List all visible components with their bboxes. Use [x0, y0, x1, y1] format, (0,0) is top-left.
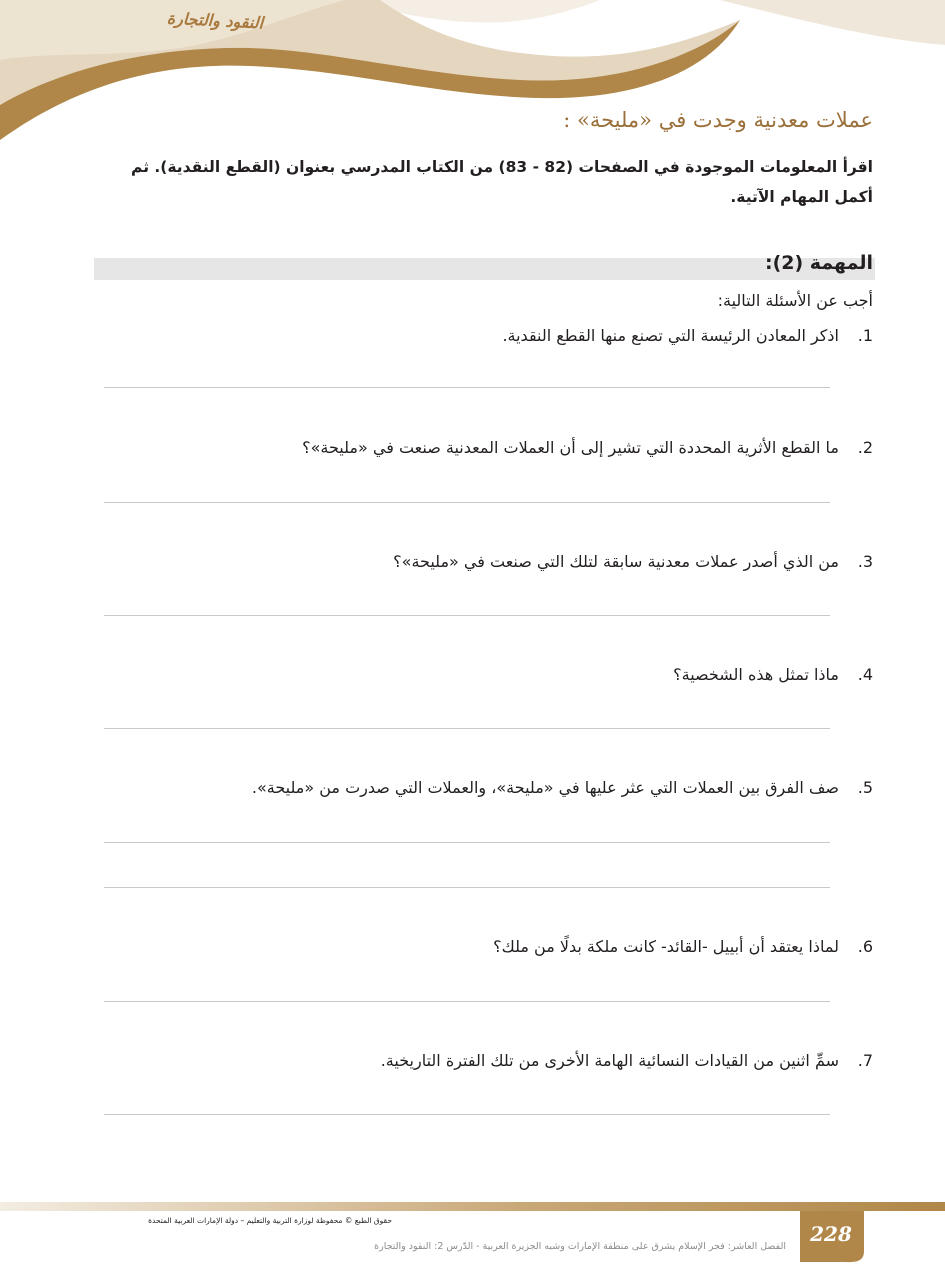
answer-line-2[interactable] [104, 502, 830, 503]
answer-line-5a[interactable] [104, 842, 830, 843]
question-7 [381, 1051, 873, 1070]
question-number: 4. [857, 665, 873, 684]
question-number: 2. [857, 438, 873, 457]
section-title: عملات معدنية وجدت في «مليحة» : [563, 108, 873, 132]
intro-paragraph: اقرأ المعلومات الموجودة في الصفحات (82 - 83) من الكتاب المدرسي بعنوان (القطع النقدية). ثم أكمل المهام الآتية. [131, 158, 873, 206]
copyright-text: حقوق الطبع © محفوظة لوزارة التربية والتعليم – دولة الإمارات العربية المتحدة [148, 1216, 392, 1225]
question-text: صف الفرق بين العملات التي عثر عليها في «مليحة»، والعملات التي صدرت من «مليحة». [251, 778, 839, 797]
question-2 [302, 438, 873, 457]
question-number: 7. [857, 1051, 873, 1070]
question-text: لماذا يعتقد أن أبييل -القائد- كانت ملكة بدلًا من ملك؟ [493, 937, 839, 956]
question-6 [493, 937, 873, 956]
answer-line-4[interactable] [104, 728, 830, 729]
question-5 [252, 778, 873, 797]
task-header-band [94, 258, 875, 280]
question-text: سمِّ اثنين من القيادات النسائية الهامة الأخرى من تلك الفترة التاريخية. [380, 1051, 839, 1070]
question-text: اذكر المعادن الرئيسة التي تصنع منها القطع النقدية. [502, 326, 839, 345]
question-4 [673, 665, 873, 684]
answer-line-5b[interactable] [104, 887, 830, 888]
question-number: 3. [857, 552, 873, 571]
answer-line-3[interactable] [104, 615, 830, 616]
task-title: المهمة (2): [764, 252, 873, 274]
answer-line-6[interactable] [104, 1001, 830, 1002]
question-text: ما القطع الأثرية المحددة التي تشير إلى أن العملات المعدنية صنعت في «مليحة»؟ [302, 438, 839, 457]
unit-title: النقود والتجارة [166, 8, 264, 33]
question-1 [502, 326, 873, 345]
question-number: 1. [857, 326, 873, 345]
answer-line-7[interactable] [104, 1114, 830, 1115]
page-number: 228 [810, 1222, 852, 1246]
question-3 [393, 552, 873, 571]
question-number: 6. [857, 937, 873, 956]
question-text: ماذا تمثل هذه الشخصية؟ [673, 665, 839, 684]
question-text: من الذي أصدر عملات معدنية سابقة لتلك التي صنعت في «مليحة»؟ [393, 552, 839, 571]
question-number: 5. [857, 778, 873, 797]
task-instruction: أجب عن الأسئلة التالية: [717, 291, 873, 310]
lesson-footer-text: الفصل العاشر: فجر الإسلام يشرق على منطقة الإمارات وشبه الجزيرة العربية - الدّرس 2: النقود والتجارة [374, 1241, 786, 1252]
answer-line-1[interactable] [104, 387, 830, 388]
